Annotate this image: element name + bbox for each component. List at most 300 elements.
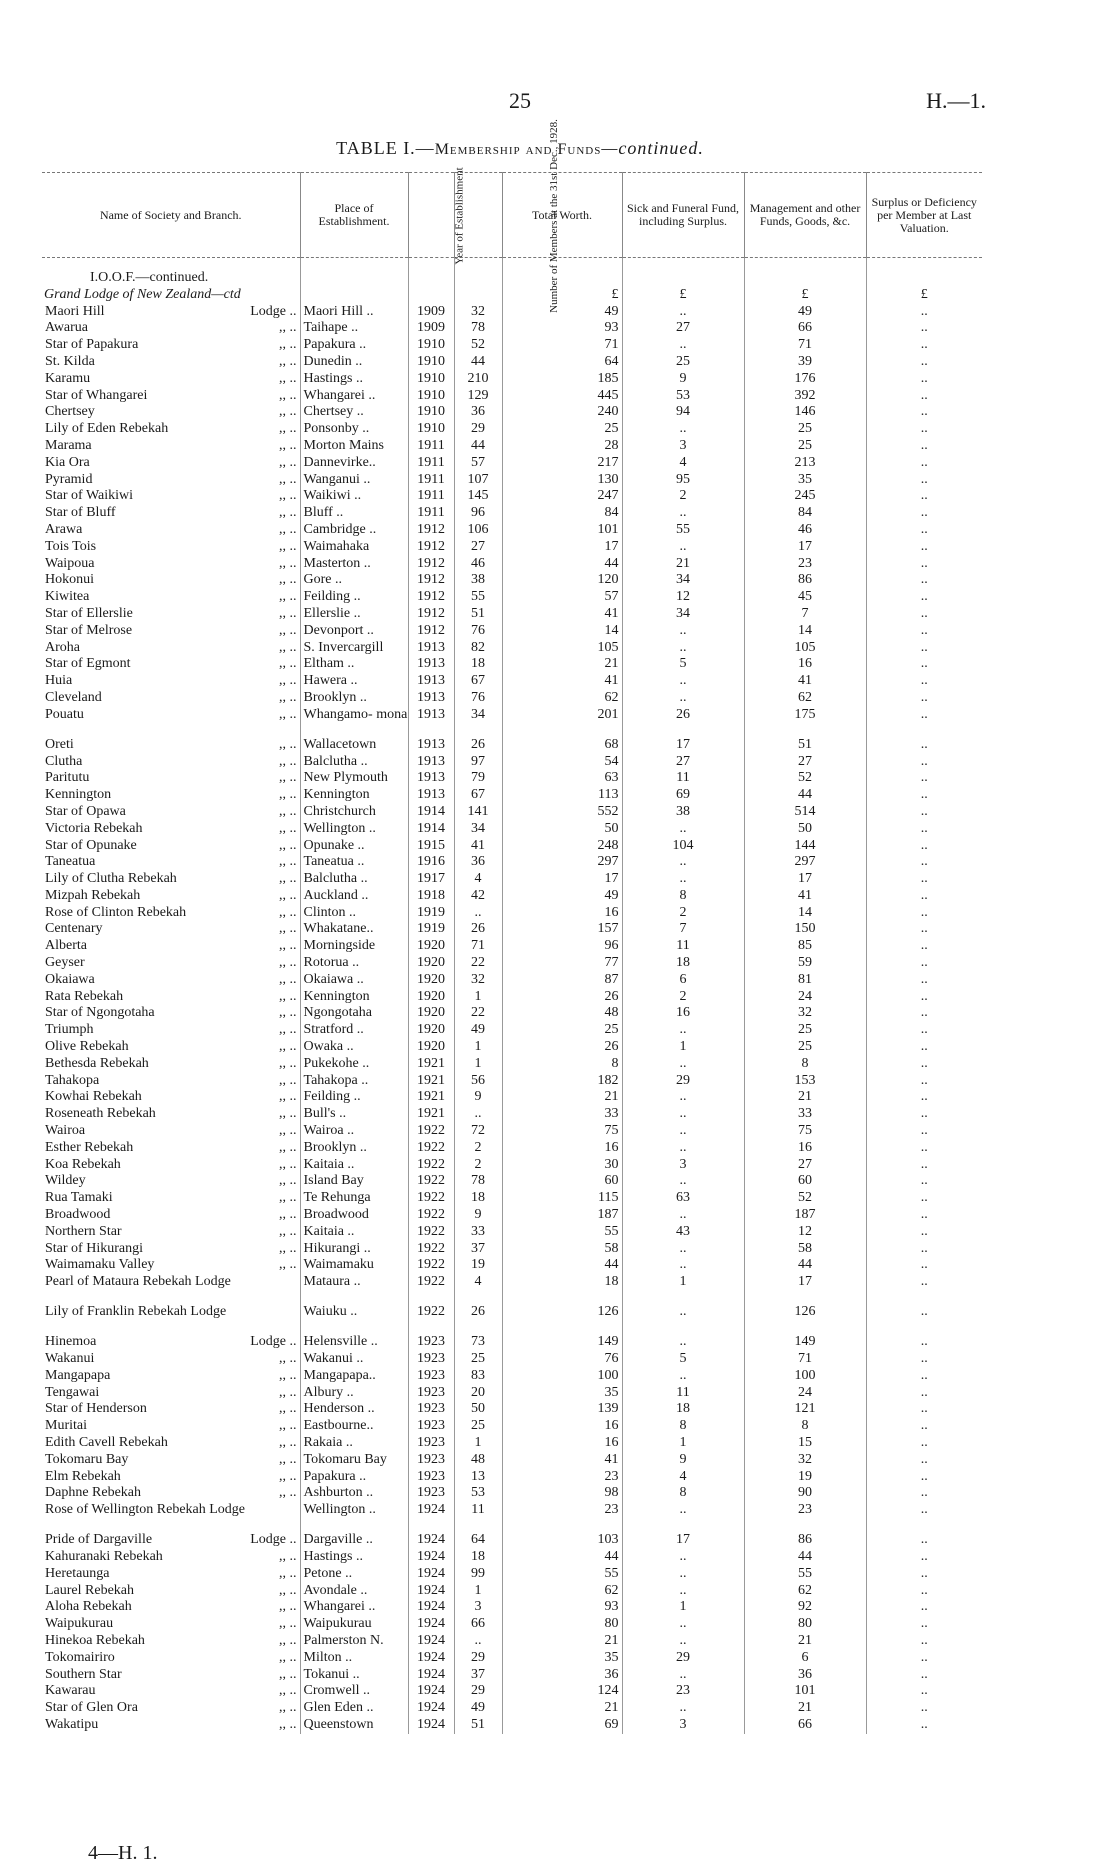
cell-place: Wellington .. (300, 821, 408, 838)
cell-mgmt: 144 (744, 838, 866, 855)
table-row (42, 707, 982, 737)
branch-suffix: ,, .. (279, 1367, 297, 1383)
cell-surplus: .. (866, 421, 982, 438)
branch-suffix: ,, .. (279, 1468, 297, 1484)
cell-surplus: .. (866, 1549, 982, 1566)
section-lodge: Grand Lodge of New Zealand—ctd (44, 286, 241, 302)
cell-year: 1916 (408, 854, 454, 871)
cell-place: Brooklyn .. (300, 1140, 408, 1157)
table-row (42, 1089, 982, 1106)
cell-members: 106 (454, 522, 502, 539)
cell-place: Whakatane.. (300, 921, 408, 938)
branch-name: St. Kilda (45, 353, 95, 369)
cell-mgmt: 80 (744, 1616, 866, 1633)
cell-name (42, 1005, 300, 1022)
branch-suffix: ,, .. (279, 1123, 297, 1139)
branch-suffix: ,, .. (279, 1089, 297, 1105)
branch-name: Victoria Rebekah (45, 820, 143, 836)
cell-year: 1913 (408, 640, 454, 657)
table-row (42, 871, 982, 888)
branch-suffix: ,, .. (279, 787, 297, 803)
cell-surplus: .. (866, 1485, 982, 1502)
cell-name (42, 1241, 300, 1258)
cell-members: 79 (454, 770, 502, 787)
cell-total: 36 (502, 1667, 622, 1684)
table-row (42, 854, 982, 871)
cell-total: 49 (502, 888, 622, 905)
cell-total: 17 (502, 539, 622, 556)
cell-mgmt: 8 (744, 1056, 866, 1073)
cell-name (42, 1566, 300, 1583)
table-row (42, 1022, 982, 1039)
cell-name (42, 1469, 300, 1486)
branch-suffix: ,, .. (279, 871, 297, 887)
cell-sick: .. (622, 673, 744, 690)
cell-place: Hastings .. (300, 1549, 408, 1566)
cell-place: Milton .. (300, 1650, 408, 1667)
table-row (42, 690, 982, 707)
branch-name: Geyser (45, 955, 85, 971)
cell-place: Albury .. (300, 1385, 408, 1402)
cell-members: 99 (454, 1566, 502, 1583)
cell-surplus: .. (866, 1224, 982, 1241)
cell-sick: 25 (622, 354, 744, 371)
cell-total: 445 (502, 388, 622, 405)
cell-surplus: .. (866, 989, 982, 1006)
cell-year: 1923 (408, 1385, 454, 1402)
branch-name: Star of Opunake (45, 837, 137, 853)
cell-sick: 11 (622, 1385, 744, 1402)
cell-year: 1923 (408, 1469, 454, 1486)
cell-members: 9 (454, 1089, 502, 1106)
cell-year: 1922 (408, 1241, 454, 1258)
cell-place: Tokanui .. (300, 1667, 408, 1684)
cell-members: 36 (454, 404, 502, 421)
cell-year: 1912 (408, 572, 454, 589)
cell-name (42, 304, 300, 321)
cell-total: 75 (502, 1123, 622, 1140)
cell-surplus: .. (866, 888, 982, 905)
branch-suffix: ,, .. (279, 938, 297, 954)
cell-year: 1921 (408, 1073, 454, 1090)
cell-total: 247 (502, 488, 622, 505)
branch-name: Pouatu (45, 706, 84, 722)
cell-name (42, 320, 300, 337)
cell-surplus: .. (866, 754, 982, 771)
cell-year: 1922 (408, 1274, 454, 1304)
branch-suffix: ,, .. (279, 1207, 297, 1223)
cell-sick: 11 (622, 938, 744, 955)
table-row (42, 1368, 982, 1385)
table-row (42, 320, 982, 337)
branch-suffix: ,, .. (279, 1022, 297, 1038)
cell-members: 83 (454, 1368, 502, 1385)
cell-place: Chertsey .. (300, 404, 408, 421)
cell-total: 62 (502, 1583, 622, 1600)
table-row (42, 787, 982, 804)
cell-place: Owaka .. (300, 1039, 408, 1056)
cell-year: 1913 (408, 673, 454, 690)
cell-surplus: .. (866, 1368, 982, 1385)
table-row (42, 888, 982, 905)
branch-name: Hokonui (45, 572, 94, 588)
cell-members: 44 (454, 438, 502, 455)
cell-members: 37 (454, 1241, 502, 1258)
cell-members: 1 (454, 1583, 502, 1600)
branch-name: Maori Hill (45, 303, 105, 319)
cell-sick: .. (622, 1549, 744, 1566)
cell-members: 18 (454, 1549, 502, 1566)
table-row (42, 989, 982, 1006)
cell-mgmt: 24 (744, 989, 866, 1006)
branch-name: Northern Star (45, 1223, 122, 1239)
cell-sick: .. (622, 1056, 744, 1073)
cell-sick: .. (622, 1583, 744, 1600)
branch-name: Daphne Rebekah (45, 1485, 142, 1501)
cell-sick: .. (622, 337, 744, 354)
branch-name: Rose of Clinton Rebekah (45, 904, 187, 920)
table-row (42, 522, 982, 539)
cell-members: 44 (454, 354, 502, 371)
cell-members: 9 (454, 1207, 502, 1224)
cell-mgmt: 17 (744, 539, 866, 556)
table-row (42, 938, 982, 955)
cell-name (42, 1368, 300, 1385)
cell-mgmt: 52 (744, 770, 866, 787)
cell-surplus: .. (866, 770, 982, 787)
table-row (42, 1502, 982, 1532)
col-header-mgmt: Management and other Funds, Goods, &c. (744, 173, 866, 258)
cell-mgmt: 36 (744, 1667, 866, 1684)
cell-sick: .. (622, 1140, 744, 1157)
branch-name: Kowhai Rebekah (45, 1089, 142, 1105)
cell-place: Waimamaku (300, 1257, 408, 1274)
cell-total: 25 (502, 1022, 622, 1039)
cell-name (42, 838, 300, 855)
cell-members: 34 (454, 821, 502, 838)
cell-place: Wallacetown (300, 737, 408, 754)
cell-sick: 5 (622, 1351, 744, 1368)
cell-mgmt: 51 (744, 737, 866, 754)
cell-place: Palmerston N. (300, 1633, 408, 1650)
branch-suffix: ,, .. (279, 1666, 297, 1682)
cell-members: 2 (454, 1157, 502, 1174)
cell-members: 25 (454, 1418, 502, 1435)
cell-name (42, 623, 300, 640)
branch-suffix: ,, .. (279, 689, 297, 705)
cell-total: 54 (502, 754, 622, 771)
cell-name (42, 1106, 300, 1123)
cell-name (42, 1334, 300, 1351)
cell-year: 1911 (408, 472, 454, 489)
table-row (42, 1224, 982, 1241)
cell-surplus: .. (866, 472, 982, 489)
branch-name: Tahakopa (45, 1072, 100, 1088)
branch-suffix: ,, .. (279, 1223, 297, 1239)
cell-place: Hikurangi .. (300, 1241, 408, 1258)
cell-members: 66 (454, 1616, 502, 1633)
table-row (42, 972, 982, 989)
branch-suffix: ,, .. (279, 538, 297, 554)
cell-surplus: .. (866, 304, 982, 321)
cell-mgmt: 175 (744, 707, 866, 737)
col-header-name: Name of Society and Branch. (42, 173, 300, 258)
cell-mgmt: 126 (744, 1304, 866, 1334)
cell-surplus: .. (866, 1435, 982, 1452)
section-lodge-row (42, 287, 982, 304)
branch-suffix: ,, .. (279, 887, 297, 903)
cell-total: 16 (502, 1418, 622, 1435)
cell-year: 1924 (408, 1616, 454, 1633)
cell-total: 115 (502, 1190, 622, 1207)
cell-mgmt: 84 (744, 505, 866, 522)
cell-name (42, 787, 300, 804)
cell-members: 51 (454, 606, 502, 623)
spacer-row (42, 258, 982, 271)
cell-mgmt: 245 (744, 488, 866, 505)
cell-sick: .. (622, 1257, 744, 1274)
cell-year: 1923 (408, 1351, 454, 1368)
cell-name (42, 938, 300, 955)
cell-place: Devonport .. (300, 623, 408, 640)
cell-sick: 6 (622, 972, 744, 989)
cell-sick: 2 (622, 488, 744, 505)
cell-mgmt: 121 (744, 1401, 866, 1418)
cell-name (42, 589, 300, 606)
cell-sick: 17 (622, 1532, 744, 1549)
cell-place: Morningside (300, 938, 408, 955)
branch-name: Wakanui (45, 1351, 95, 1367)
cell-sick: .. (622, 690, 744, 707)
cell-sick: .. (622, 821, 744, 838)
table-row (42, 754, 982, 771)
cell-year: 1913 (408, 656, 454, 673)
cell-total: 77 (502, 955, 622, 972)
cell-year: 1912 (408, 606, 454, 623)
branch-name: Bethesda Rebekah (45, 1055, 149, 1071)
cell-surplus: .. (866, 1056, 982, 1073)
branch-name: Broadwood (45, 1207, 111, 1223)
cell-total: 105 (502, 640, 622, 657)
cell-year: 1924 (408, 1599, 454, 1616)
cell-year: 1923 (408, 1485, 454, 1502)
cell-mgmt: 25 (744, 1039, 866, 1056)
cell-year: 1919 (408, 905, 454, 922)
cell-place: Bull's .. (300, 1106, 408, 1123)
cell-mgmt: 59 (744, 955, 866, 972)
cell-year: 1922 (408, 1224, 454, 1241)
branch-suffix: ,, .. (279, 1683, 297, 1699)
branch-name: Pride of Dargaville (45, 1532, 153, 1548)
cell-mgmt: 60 (744, 1173, 866, 1190)
branch-suffix: ,, .. (279, 370, 297, 386)
cell-surplus: .. (866, 1241, 982, 1258)
document-reference: H.—1. (926, 88, 986, 113)
branch-name: Star of Waikiwi (45, 488, 134, 504)
cell-total: 16 (502, 905, 622, 922)
cell-name (42, 770, 300, 787)
table-row (42, 623, 982, 640)
cell-name (42, 1549, 300, 1566)
branch-suffix: ,, .. (279, 320, 297, 336)
cell-place: Dargaville .. (300, 1532, 408, 1549)
cell-place: Stratford .. (300, 1022, 408, 1039)
cell-name (42, 1257, 300, 1274)
cell-mgmt: 16 (744, 1140, 866, 1157)
cell-sick: 34 (622, 606, 744, 623)
cell-members: 129 (454, 388, 502, 405)
cell-sick: .. (622, 1566, 744, 1583)
branch-name: Elm Rebekah (45, 1468, 121, 1484)
cell-mgmt: 45 (744, 589, 866, 606)
cell-surplus: .. (866, 1667, 982, 1684)
cell-mgmt: 85 (744, 938, 866, 955)
cell-name (42, 690, 300, 707)
cell-surplus: .. (866, 354, 982, 371)
cell-total: 157 (502, 921, 622, 938)
cell-year: 1923 (408, 1418, 454, 1435)
cell-surplus: .. (866, 804, 982, 821)
cell-name (42, 438, 300, 455)
cell-place: Eastbourne.. (300, 1418, 408, 1435)
branch-suffix: ,, .. (279, 1257, 297, 1273)
branch-name: Star of Whangarei (45, 387, 148, 403)
cell-surplus: .. (866, 1502, 982, 1532)
cell-place: Kennington (300, 989, 408, 1006)
cell-sick: .. (622, 1368, 744, 1385)
cell-sick: .. (622, 1022, 744, 1039)
cell-surplus: .. (866, 438, 982, 455)
cell-total: 120 (502, 572, 622, 589)
cell-members: 38 (454, 572, 502, 589)
cell-total: 44 (502, 1549, 622, 1566)
cell-total: 217 (502, 455, 622, 472)
branch-name: Arawa (45, 521, 83, 537)
cell-total: 16 (502, 1435, 622, 1452)
cell-name (42, 737, 300, 754)
cell-name (42, 804, 300, 821)
branch-name: Chertsey (45, 404, 95, 420)
cell-sick: 11 (622, 770, 744, 787)
branch-name: Star of Egmont (45, 656, 131, 672)
cell-surplus: .. (866, 1469, 982, 1486)
cell-place: Island Bay (300, 1173, 408, 1190)
cell-members: 57 (454, 455, 502, 472)
cell-mgmt: 81 (744, 972, 866, 989)
table-row (42, 1106, 982, 1123)
cell-year: 1921 (408, 1056, 454, 1073)
branch-name: Karamu (45, 370, 91, 386)
branch-name: Star of Papakura (45, 337, 139, 353)
table-row (42, 1650, 982, 1667)
table-row (42, 1485, 982, 1502)
table-row (42, 556, 982, 573)
cell-place: Tokomaru Bay (300, 1452, 408, 1469)
cell-mgmt: 25 (744, 1022, 866, 1039)
branch-suffix: ,, .. (279, 1156, 297, 1172)
branch-name: Tengawai (45, 1384, 100, 1400)
cell-surplus: .. (866, 1583, 982, 1600)
cell-sick: 104 (622, 838, 744, 855)
cell-total: 17 (502, 871, 622, 888)
cell-year: 1924 (408, 1566, 454, 1583)
branch-suffix: ,, .. (279, 1240, 297, 1256)
cell-total: 21 (502, 1700, 622, 1717)
cell-sick: 29 (622, 1650, 744, 1667)
table-row (42, 1633, 982, 1650)
branch-name: Pyramid (45, 471, 93, 487)
cell-mgmt: 86 (744, 1532, 866, 1549)
cell-total: 64 (502, 354, 622, 371)
cell-sick: .. (622, 539, 744, 556)
cell-sick: 1 (622, 1435, 744, 1452)
cell-place: Bluff .. (300, 505, 408, 522)
branch-suffix: ,, .. (279, 955, 297, 971)
branch-name: Cleveland (45, 689, 102, 705)
cell-name (42, 1599, 300, 1616)
table-row (42, 1700, 982, 1717)
col-header-members: Number of Members at the 31st Dec., 1928. (454, 173, 502, 258)
cell-total: 41 (502, 673, 622, 690)
cell-total: 58 (502, 1241, 622, 1258)
cell-sick: 27 (622, 320, 744, 337)
cell-year: 1914 (408, 804, 454, 821)
cell-surplus: .. (866, 488, 982, 505)
cell-sick: 2 (622, 989, 744, 1006)
cell-sick: 29 (622, 1073, 744, 1090)
branch-suffix: Lodge .. (250, 1532, 297, 1548)
cell-surplus: .. (866, 606, 982, 623)
cell-sick: 43 (622, 1224, 744, 1241)
cell-surplus: .. (866, 1123, 982, 1140)
cell-place: Cromwell .. (300, 1683, 408, 1700)
branch-suffix: ,, .. (279, 1582, 297, 1598)
cell-name (42, 472, 300, 489)
branch-name: Okaiawa (45, 971, 95, 987)
table-row (42, 1274, 982, 1304)
cell-name (42, 1351, 300, 1368)
cell-total: 41 (502, 1452, 622, 1469)
cell-surplus: .. (866, 821, 982, 838)
branch-suffix: ,, .. (279, 437, 297, 453)
cell-mgmt: 62 (744, 690, 866, 707)
cell-mgmt: 32 (744, 1452, 866, 1469)
cell-place: Ponsonby .. (300, 421, 408, 438)
cell-mgmt: 50 (744, 821, 866, 838)
cell-place: Christchurch (300, 804, 408, 821)
branch-name: Esther Rebekah (45, 1139, 134, 1155)
cell-mgmt: 8 (744, 1418, 866, 1435)
cell-total: 50 (502, 821, 622, 838)
cell-surplus: .. (866, 707, 982, 737)
cell-name (42, 1190, 300, 1207)
cell-members: 4 (454, 871, 502, 888)
cell-surplus: .. (866, 921, 982, 938)
branch-suffix: ,, .. (279, 471, 297, 487)
cell-name (42, 955, 300, 972)
cell-surplus: .. (866, 337, 982, 354)
table-row (42, 1190, 982, 1207)
cell-members: 72 (454, 1123, 502, 1140)
branch-name: Kennington (45, 787, 112, 803)
cell-members: 76 (454, 690, 502, 707)
cell-total: 84 (502, 505, 622, 522)
cell-name (42, 388, 300, 405)
cell-sick: .. (622, 1123, 744, 1140)
cell-members: 26 (454, 737, 502, 754)
cell-members: 2 (454, 1140, 502, 1157)
col-header-place: Place of Establishment. (300, 173, 408, 258)
